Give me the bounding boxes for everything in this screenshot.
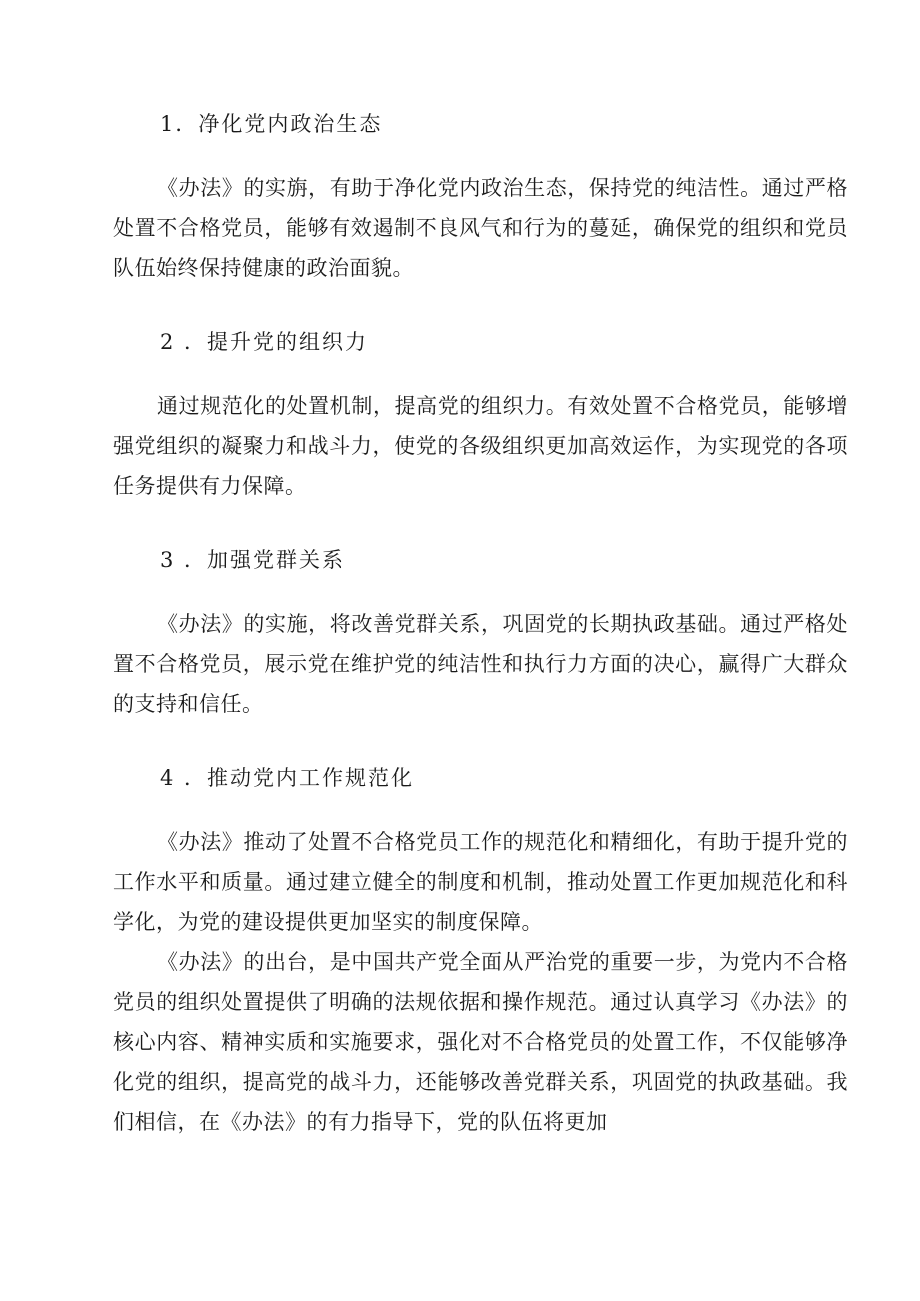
section-body-2: 通过规范化的处置机制，提高党的组织力。有效处置不合格党员，能够增强党组织的凝聚力和战斗力，使党的各级组织更加高效运作，为实现党的各项任务提供有力保障。 bbox=[113, 394, 848, 498]
section-heading-4: 4 ．推动党内工作规范化 bbox=[160, 766, 415, 790]
section-heading-3: 3 ．加强党群关系 bbox=[160, 548, 346, 572]
section-body-4: 《办法》推动了处置不合格党员工作的规范化和精细化，有助于提升党的工作水平和质量。通过建立健全的制度和机制，推动处置工作更加规范化和科学化，为党的建设提供更加坚实的制度保障。 bbox=[113, 830, 848, 934]
section-body-1: 《办法》的实旃，有助于净化党内政治生态，保持党的纯洁性。通过严格处置不合格党员，能够有效遏制不良风气和行为的蔓延，确保党的组织和党员队伍始终保持健康的政治面貌。 bbox=[113, 176, 848, 280]
section-body-3: 《办法》的实施，将改善党群关系，巩固党的长期执政基础。通过严格处置不合格党员，展示党在维护党的纯洁性和执行力方面的决心，赢得广大群众的支持和信任。 bbox=[113, 612, 848, 716]
section-heading-1: 1．净化党内政治生态 bbox=[160, 112, 383, 136]
section-heading-2: 2 ．提升党的组织力 bbox=[160, 330, 369, 354]
closing-paragraph: 《办法》的出台，是中国共产党全面从严治党的重要一步，为党内不合格党员的组织处置提供了明确的法规依据和操作规范。通过认真学习《办法》的核心内容、精神实质和实施要求，强化对不合格党员的处置工作，不仅能够净化党的组织，提高党的战斗力，还能够改善党群关系，巩固党的执政基础。我们相信，在《办法》的有力指导下，党的队伍将更加 bbox=[113, 950, 848, 1134]
